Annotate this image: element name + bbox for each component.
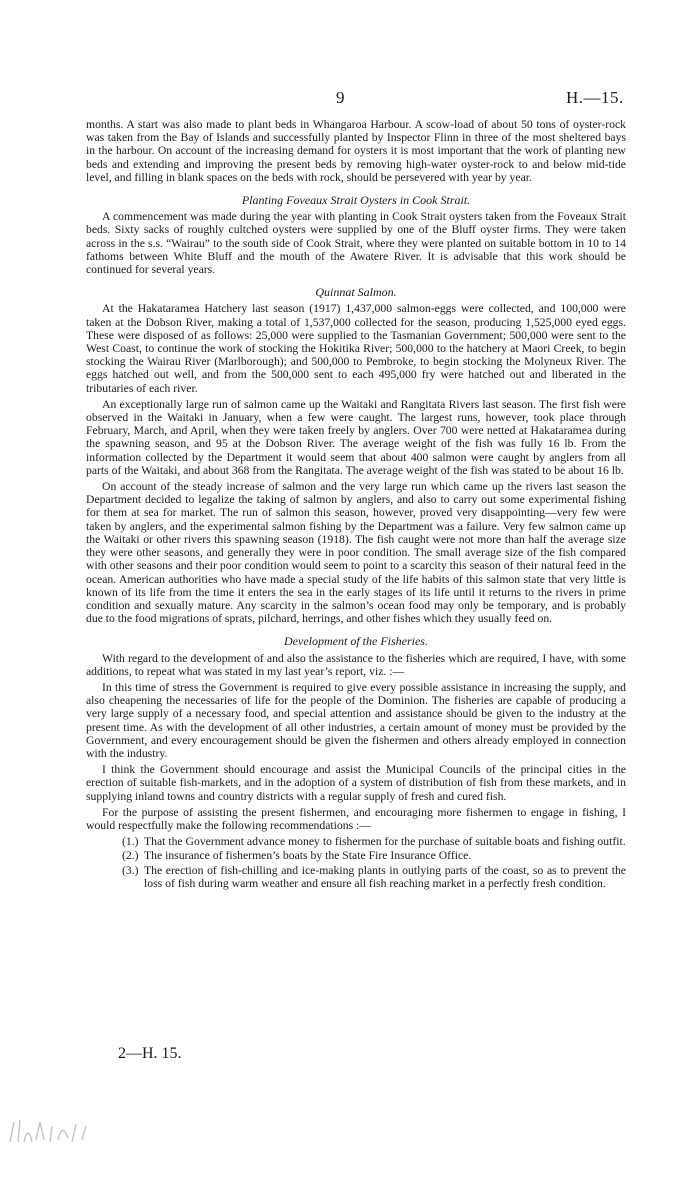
development-paragraph: I think the Government should encourage and assist the Municipal Councils of the principal cities in the erection of suitable fish-markets, and in the adoption of a system of distribution of fish from these markets, and in supplying inland towns and country districts with a regular supply of fresh and cured fish. — [86, 763, 626, 803]
list-item — [122, 835, 626, 848]
salmon-paragraph: On account of the steady increase of salmon and the very large run which came up the rivers last season the Department decided to legalize the taking of salmon by anglers, and also to carry out some experimental fishing for them at sea for market. The run of salmon this season, however, proved very disappointing—very few were taken by anglers, and the experimental salmon fishing by the Department was a failure. Very few salmon came up the Waitaki or other rivers this spawning season (1918). The fish caught were not more than half the average size they were other seasons, and generally they were in poor condition. The small average size of the fish compared with other seasons and their poor condition would seem to point to a scarcity this season of their natural feed in the ocean. American authorities who have made a special study of the life habits of this salmon state that very little is known of its life from the time it enters the sea in the early stages of its life until it returns to the rivers in prime condition and sexually mature. Any scarcity in the salmon’s ocean food may only be temporary, and is probably due to the food migrations of sprats, pilchard, herrings, and other fishes which they usually feed on. — [86, 480, 626, 626]
list-item-text: The erection of fish-chilling and ice-making plants in outlying parts of the coast, so as to prevent the loss of fish during warm weather and ensure all fish reaching market in a perfectly fresh condition. — [144, 863, 626, 890]
list-item — [122, 864, 626, 890]
intro-paragraph: months. A start was also made to plant beds in Whangaroa Harbour. A scow-load of about 50 tons of oyster-rock was taken from the Bay of Islands and successfully planted by Inspector Flinn in three of the most sheltered bays in the harbour. On account of the increasing demand for oysters it is most important that the work of planting new beds and extending and improving the present beds by removing high-water oyster-rock to and below mid-tide level, and filling in blank spaces on the beds with rock, should be persevered with year by year. — [86, 118, 626, 184]
salmon-paragraph: An exceptionally large run of salmon came up the Waitaki and Rangitata Rivers last season. The first fish were observed in the Waitaki in January, when a few were caught. The largest runs, however, took place through February, March, and April, when they were taken freely by anglers. Over 700 were netted at Hakataramea during the spawning season, and 95 at the Dobson River. The average weight of the fish was fully 16 lb. From the information collected by the Department it would seem that about 400 salmon were caught by anglers from all parts of the Waitaki, and about 368 from the Rangitata. The average weight of the fish was stated to be about 16 lb. — [86, 397, 626, 477]
section-heading-salmon: Quinnat Salmon. — [315, 285, 397, 300]
recommendations-list — [122, 835, 626, 890]
section-heading-development: Development of the Fisheries. — [284, 634, 428, 649]
development-paragraph: For the purpose of assisting the present fishermen, and encouraging more fishermen to engage in fishing, I would respectfully make the following recommendations :— — [86, 805, 626, 832]
list-item-text: The insurance of fishermen’s boats by the State Fire Insurance Office. — [144, 849, 472, 863]
list-item-number: (2.) — [122, 849, 139, 863]
document-body — [86, 118, 626, 891]
list-item-number: (3.) — [122, 863, 139, 877]
development-paragraph: In this time of stress the Government is required to give every possible assistance in increasing the supply, and also cheapening the necessaries of life for the people of the Dominion. The fisheries are capable of producing a very large supply of a necessary food, and special attention and assistance should be given to the industry at the present time. As with the development of all other industries, a certain amount of money must be provided by the Government, and every encouragement should be given the fishermen and others already employed in connection with the industry. — [86, 680, 626, 760]
document-reference: H.—15. — [566, 88, 624, 107]
list-item-number: (1.) — [122, 835, 139, 849]
salmon-paragraph: At the Hakataramea Hatchery last season (1917) 1,437,000 salmon-eggs were collected, and 100,000 were taken at the Dobson River, making a total of 1,537,000 collected for the season, producing 1,525,000 eyed eggs. These were disposed of as follows: 25,000 were supplied to the Tasmanian Government; 500,000 were sent to the West Coast, to continue the work of stocking the Hokitika River; 500,000 to the hatchery at Maori Creek, to begin stocking the Wairau River (Marlborough); and 500,000 to Pembroke, to begin stocking the Molyneux River. The eggs hatched out well, and from the 500,000 sent to each 495,000 fry were hatched out and liberated in the tributaries of each river. — [86, 302, 626, 395]
list-item-text: That the Government advance money to fishermen for the purchase of suitable boats and fishing outfit. — [144, 835, 626, 849]
signature-mark: 2—H. 15. — [118, 1045, 182, 1062]
faded-stamp-mark — [6, 1112, 96, 1148]
list-item — [122, 849, 626, 862]
development-paragraph: With regard to the development of and also the assistance to the fisheries which are required, I have, with some additions, to repeat what was stated in my last year’s report, viz. :— — [86, 651, 626, 678]
page-number: 9 — [336, 88, 345, 107]
section-heading-foveaux: Planting Foveaux Strait Oysters in Cook Strait. — [241, 193, 471, 208]
foveaux-paragraph: A commencement was made during the year with planting in Cook Strait oysters taken from the Foveaux Strait beds. Sixty sacks of roughly cultched oysters were supplied by one of the Bluff oyster firms. They were taken across in the s.s. “Wairau” to the south side of Cook Strait, where they were planted on suitable bottom in 10 to 14 fathoms between White Bluff and the mouth of the Awatere River. It is advisable that this work should be continued for several years. — [86, 210, 626, 277]
